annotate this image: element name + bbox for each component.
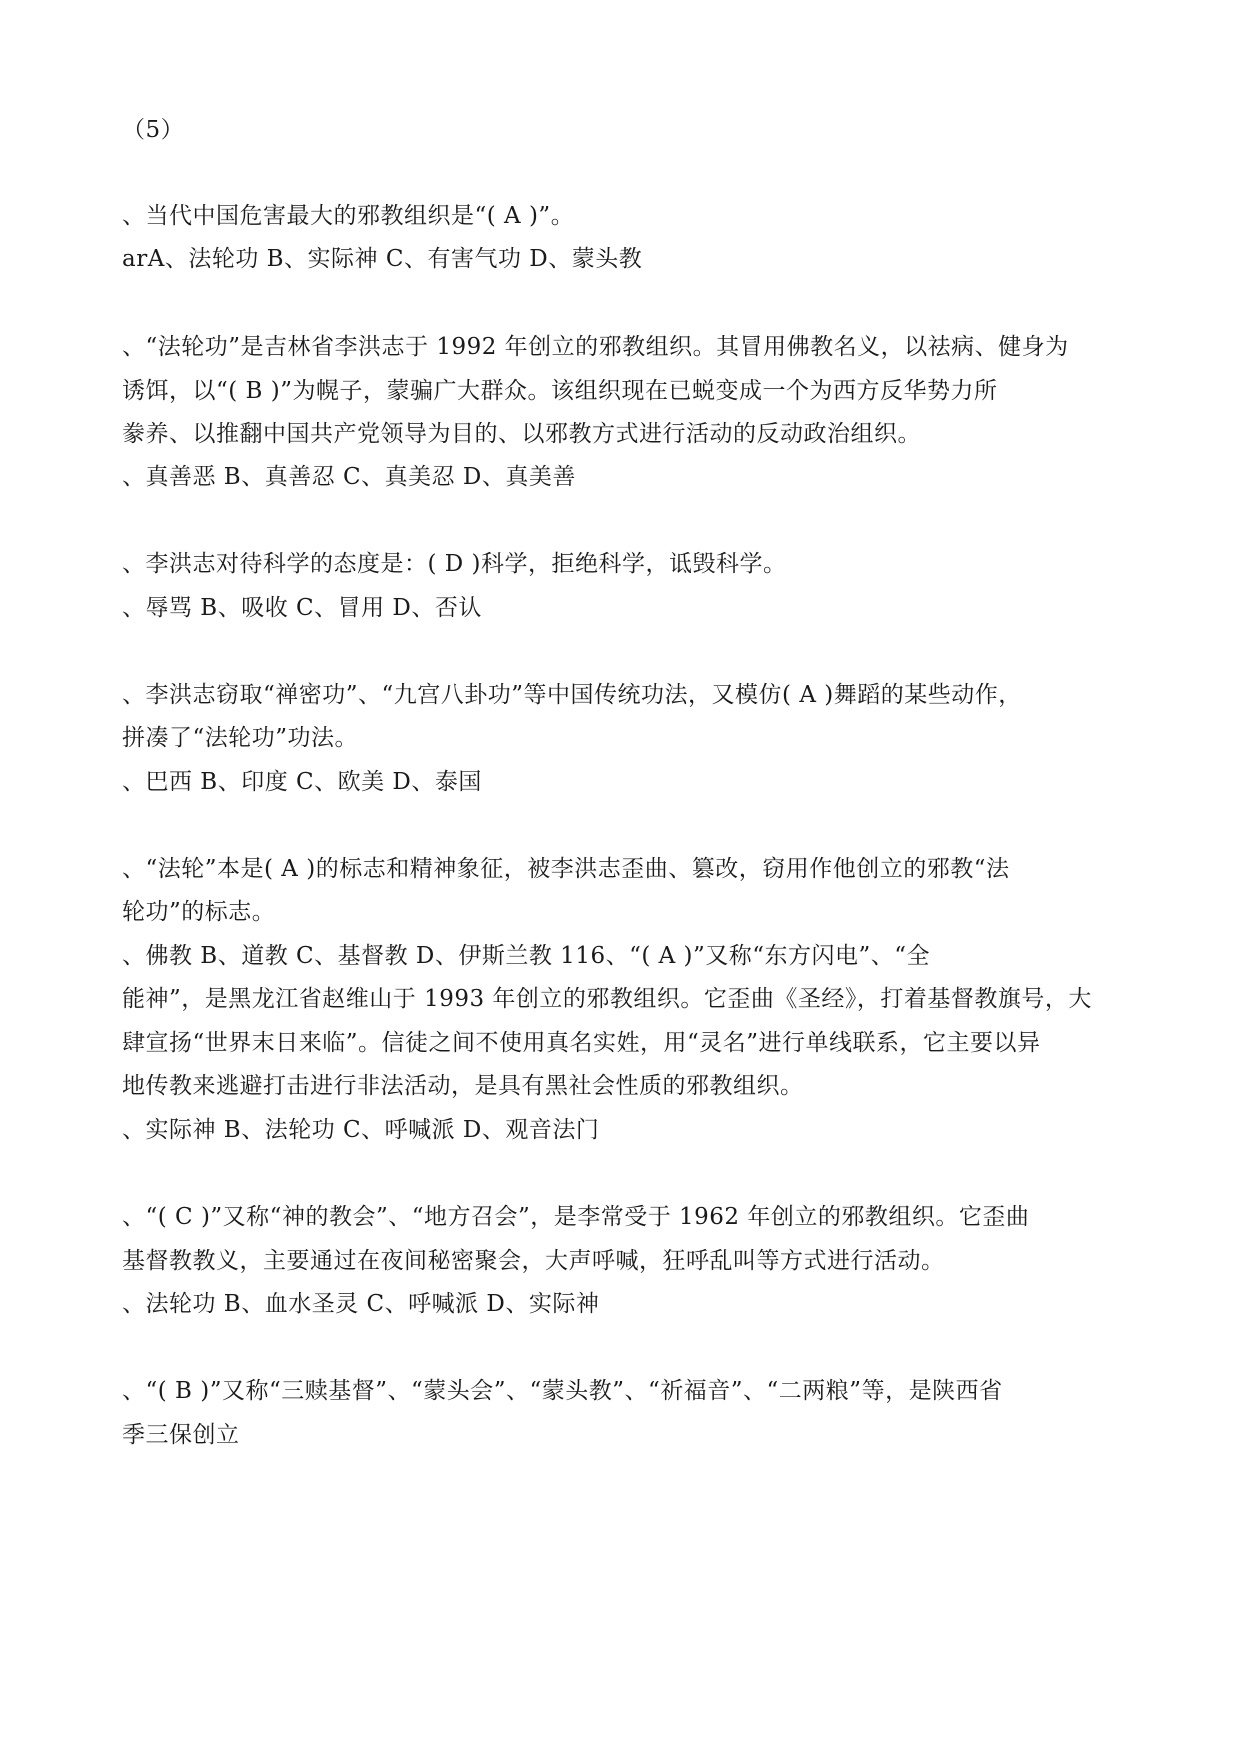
question-2-line-1: 、“法轮功”是吉林省李洪志于 1992 年创立的邪教组织。其冒用佛教名义，以祛病、健身为: [122, 334, 1069, 360]
question-5-line-6: 地传教来逃避打击进行非法活动，是具有黑社会性质的邪教组织。: [122, 1073, 804, 1099]
question-2-options: 、真善恶 B、真善忍 C、真美忍 D、真美善: [122, 464, 576, 490]
question-5-options: 、实际神 B、法轮功 C、呼喊派 D、观音法门: [122, 1117, 600, 1143]
question-5-line-5: 肆宣扬“世界末日来临”。信徒之间不使用真名实姓，用“灵名”进行单线联系，它主要以异: [122, 1030, 1041, 1056]
question-7-line-2: 季三保创立: [122, 1422, 240, 1448]
question-7-line-1: 、“( B )”又称“三赎基督”、“蒙头会”、“蒙头教”、“祈福音”、“二两粮”等，是陕西省: [122, 1378, 1003, 1404]
question-2-line-2: 诱饵，以“( B )”为幌子，蒙骗广大群众。该组织现在已蜕变成一个为西方反华势力所: [122, 378, 998, 404]
question-6-options: 、法轮功 B、血水圣灵 C、呼喊派 D、实际神: [122, 1291, 600, 1317]
question-2-line-3: 豢养、以推翻中国共产党领导为目的、以邪教方式进行活动的反动政治组织。: [122, 421, 921, 447]
question-5-line-4: 能神”，是黑龙江省赵维山于 1993 年创立的邪教组织。它歪曲《圣经》，打着基督教旗号，大: [122, 986, 1092, 1012]
question-4-line-1: 、李洪志窃取“禅密功”、“九宫八卦功”等中国传统功法，又模仿( A )舞蹈的某些动作，: [122, 682, 1022, 708]
question-5-line-3: 、佛教 B、道教 C、基督教 D、伊斯兰教 116、“( A )”又称“东方闪电”、“全: [122, 943, 931, 969]
question-4-line-2: 拼凑了“法轮功”功法。: [122, 725, 359, 751]
question-1-options: arA、法轮功 B、实际神 C、有害气功 D、蒙头教: [122, 246, 643, 272]
section-heading: （5）: [122, 117, 185, 143]
question-5-line-2: 轮功”的标志。: [122, 899, 276, 925]
question-4-options: 、巴西 B、印度 C、欧美 D、泰国: [122, 769, 482, 795]
question-3-line-1: 、李洪志对待科学的态度是：( D )科学，拒绝科学，诋毁科学。: [122, 551, 787, 577]
question-6-line-2: 基督教教义，主要通过在夜间秘密聚会，大声呼喊，狂呼乱叫等方式进行活动。: [122, 1248, 945, 1274]
question-3-options: 、辱骂 B、吸收 C、冒用 D、否认: [122, 595, 482, 621]
question-6-line-1: 、“( C )”又称“神的教会”、“地方召会”，是李常受于 1962 年创立的邪教组织。它歪曲: [122, 1204, 1030, 1230]
question-5-line-1: 、“法轮”本是( A )的标志和精神象征，被李洪志歪曲、篡改，窃用作他创立的邪教“法: [122, 856, 1010, 882]
question-1-line-1: 、当代中国危害最大的邪教组织是“( A )”。: [122, 203, 575, 229]
